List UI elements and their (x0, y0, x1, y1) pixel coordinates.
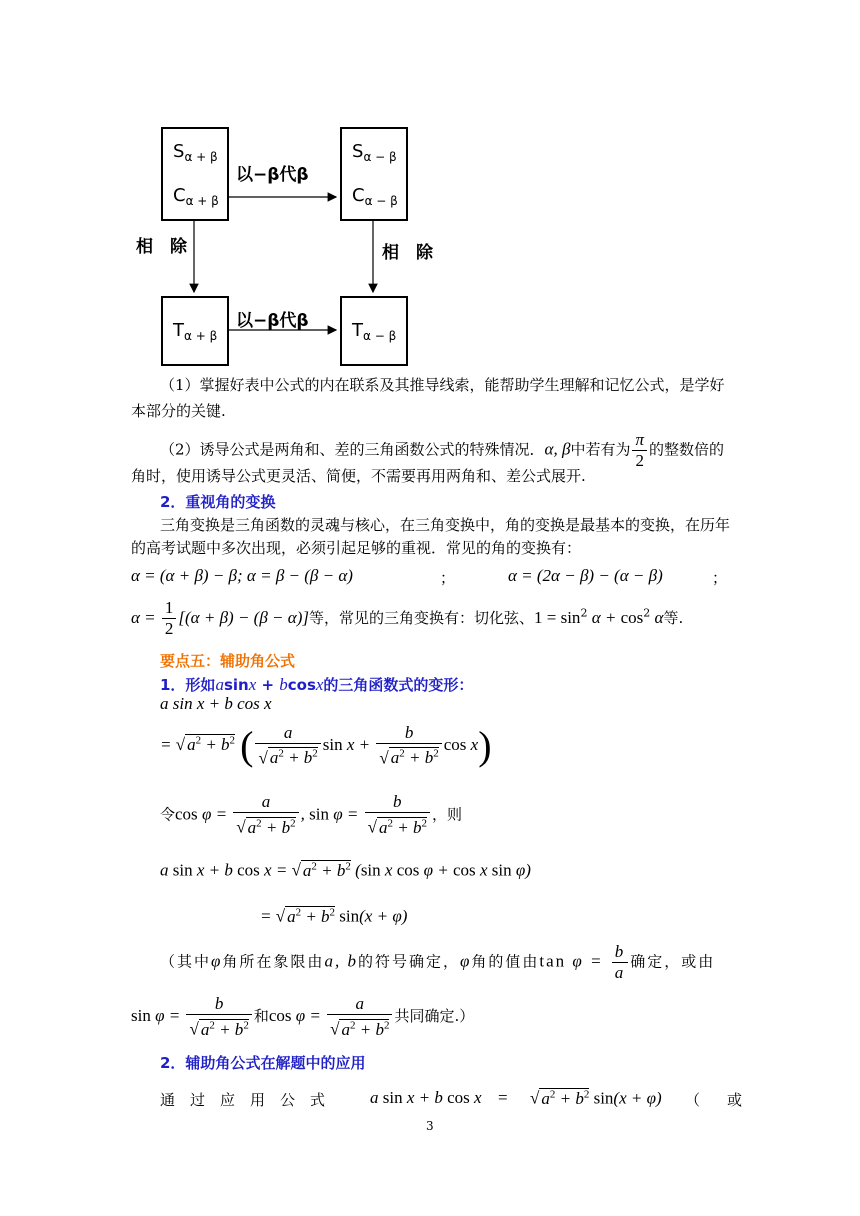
box-tan-diff: $T_{\alpha - \beta}$ (340, 296, 408, 366)
right-arrow-label: 相 除 (382, 243, 433, 263)
identity-line-1: a sin x + b cos x = √ $a^2 + b^2$ (sin x cos φ + cos x sin φ) (160, 860, 531, 880)
paragraph-3-cont: 的高考试题中多次出现，必须引起足够的重视．常见的角的变换有： (131, 539, 582, 557)
arrow-bottom-label: 以−β代β (236, 311, 309, 331)
paragraph-1-cont: 本部分的关键. (131, 402, 226, 420)
diagram-arrows (0, 0, 860, 400)
paragraph-2-cont: 角时，使用诱导公式更灵活、简便，不需要再用两角和、差公式展开. (131, 467, 586, 485)
identity-line-2: = √ $a^2 + b^2$ sin(x + φ) (260, 906, 408, 926)
semicolon-2: ； (712, 569, 728, 587)
last-line-result: √ $a^2 + b^2$ sin(x + φ) (530, 1088, 662, 1108)
box-diff-formulas: $S_{\alpha - \beta}$ $C_{\alpha - \beta}$ (340, 127, 408, 221)
note-line-2: sin φ = $\frac{b}{√ a^2 + b^2}$ 和cos φ = $\frac{a}{√ a^2 + b^2}$ 共同确定.） (131, 994, 475, 1039)
note-line: （其中φ角所在象限由a, b的符号确定，φ角的值由tan φ = $\frac{b}{a}$ 确定，或由 (160, 942, 716, 982)
heading-form: 1．形如asinx + bcosx的三角函数式的变形： (160, 675, 474, 694)
last-line-paren: （ 或 (685, 1091, 749, 1109)
equation-3: α = $\frac{1}{2}$ [(α + β) − (β − α)]等，常见的三角变换有：切化弦、$1 = \sin^2 \alpha + \cos^2 \alpha$等. (131, 598, 684, 638)
equation-2: α = (2α − β) − (α − β) (508, 566, 663, 585)
expansion-line: = √ $a^2 + b^2$ ( $\frac{a}{√ a^2 + b^2}$ sin x + $\frac{b}{√ a^2 + b^2}$ cos x) (160, 722, 492, 768)
last-line-expr: a sin x + b cos x (370, 1088, 482, 1107)
page-number: 3 (426, 1119, 434, 1133)
last-line-text: 通 过 应 用 公 式 (160, 1091, 326, 1109)
box-tan-sum: $T_{\alpha + \beta}$ (161, 296, 229, 366)
paragraph-1: （1）掌握好表中公式的内在联系及其推导线索，能帮助学生理解和记忆公式，是学好 (160, 376, 725, 394)
let-line: 令cos φ = $\frac{a}{√ a^2 + b^2}$ , sin φ = $\frac{b}{√ a^2 + b^2}$ ，则 (160, 792, 462, 837)
expr-ab: a sin x + b cos x (160, 694, 272, 713)
key-point-heading: 要点五：辅助角公式 (160, 652, 296, 670)
heading-angle-transform: 2．重视角的变换 (160, 493, 276, 511)
paragraph-3: 三角变换是三角函数的灵魂与核心，在三角变换中，角的变换是最基本的变换，在历年 (160, 516, 731, 534)
paragraph-2: （2）诱导公式是两角和、差的三角函数公式的特殊情况．α, β中若有为 $\frac{\pi}{2}$ 的整数倍的 (160, 430, 724, 470)
last-line-equals: = (498, 1088, 508, 1107)
arrow-top-label: 以−β代β (236, 165, 309, 185)
equation-1: α = (α + β) − β; α = β − (β − α) (131, 566, 353, 585)
semicolon-1: ； (440, 569, 456, 587)
box-sum-formulas: $S_{\alpha + \beta}$ $C_{\alpha + \beta}$ (161, 127, 229, 221)
heading-application: 2．辅助角公式在解题中的应用 (160, 1054, 366, 1072)
left-arrow-label: 相 除 (136, 237, 187, 257)
